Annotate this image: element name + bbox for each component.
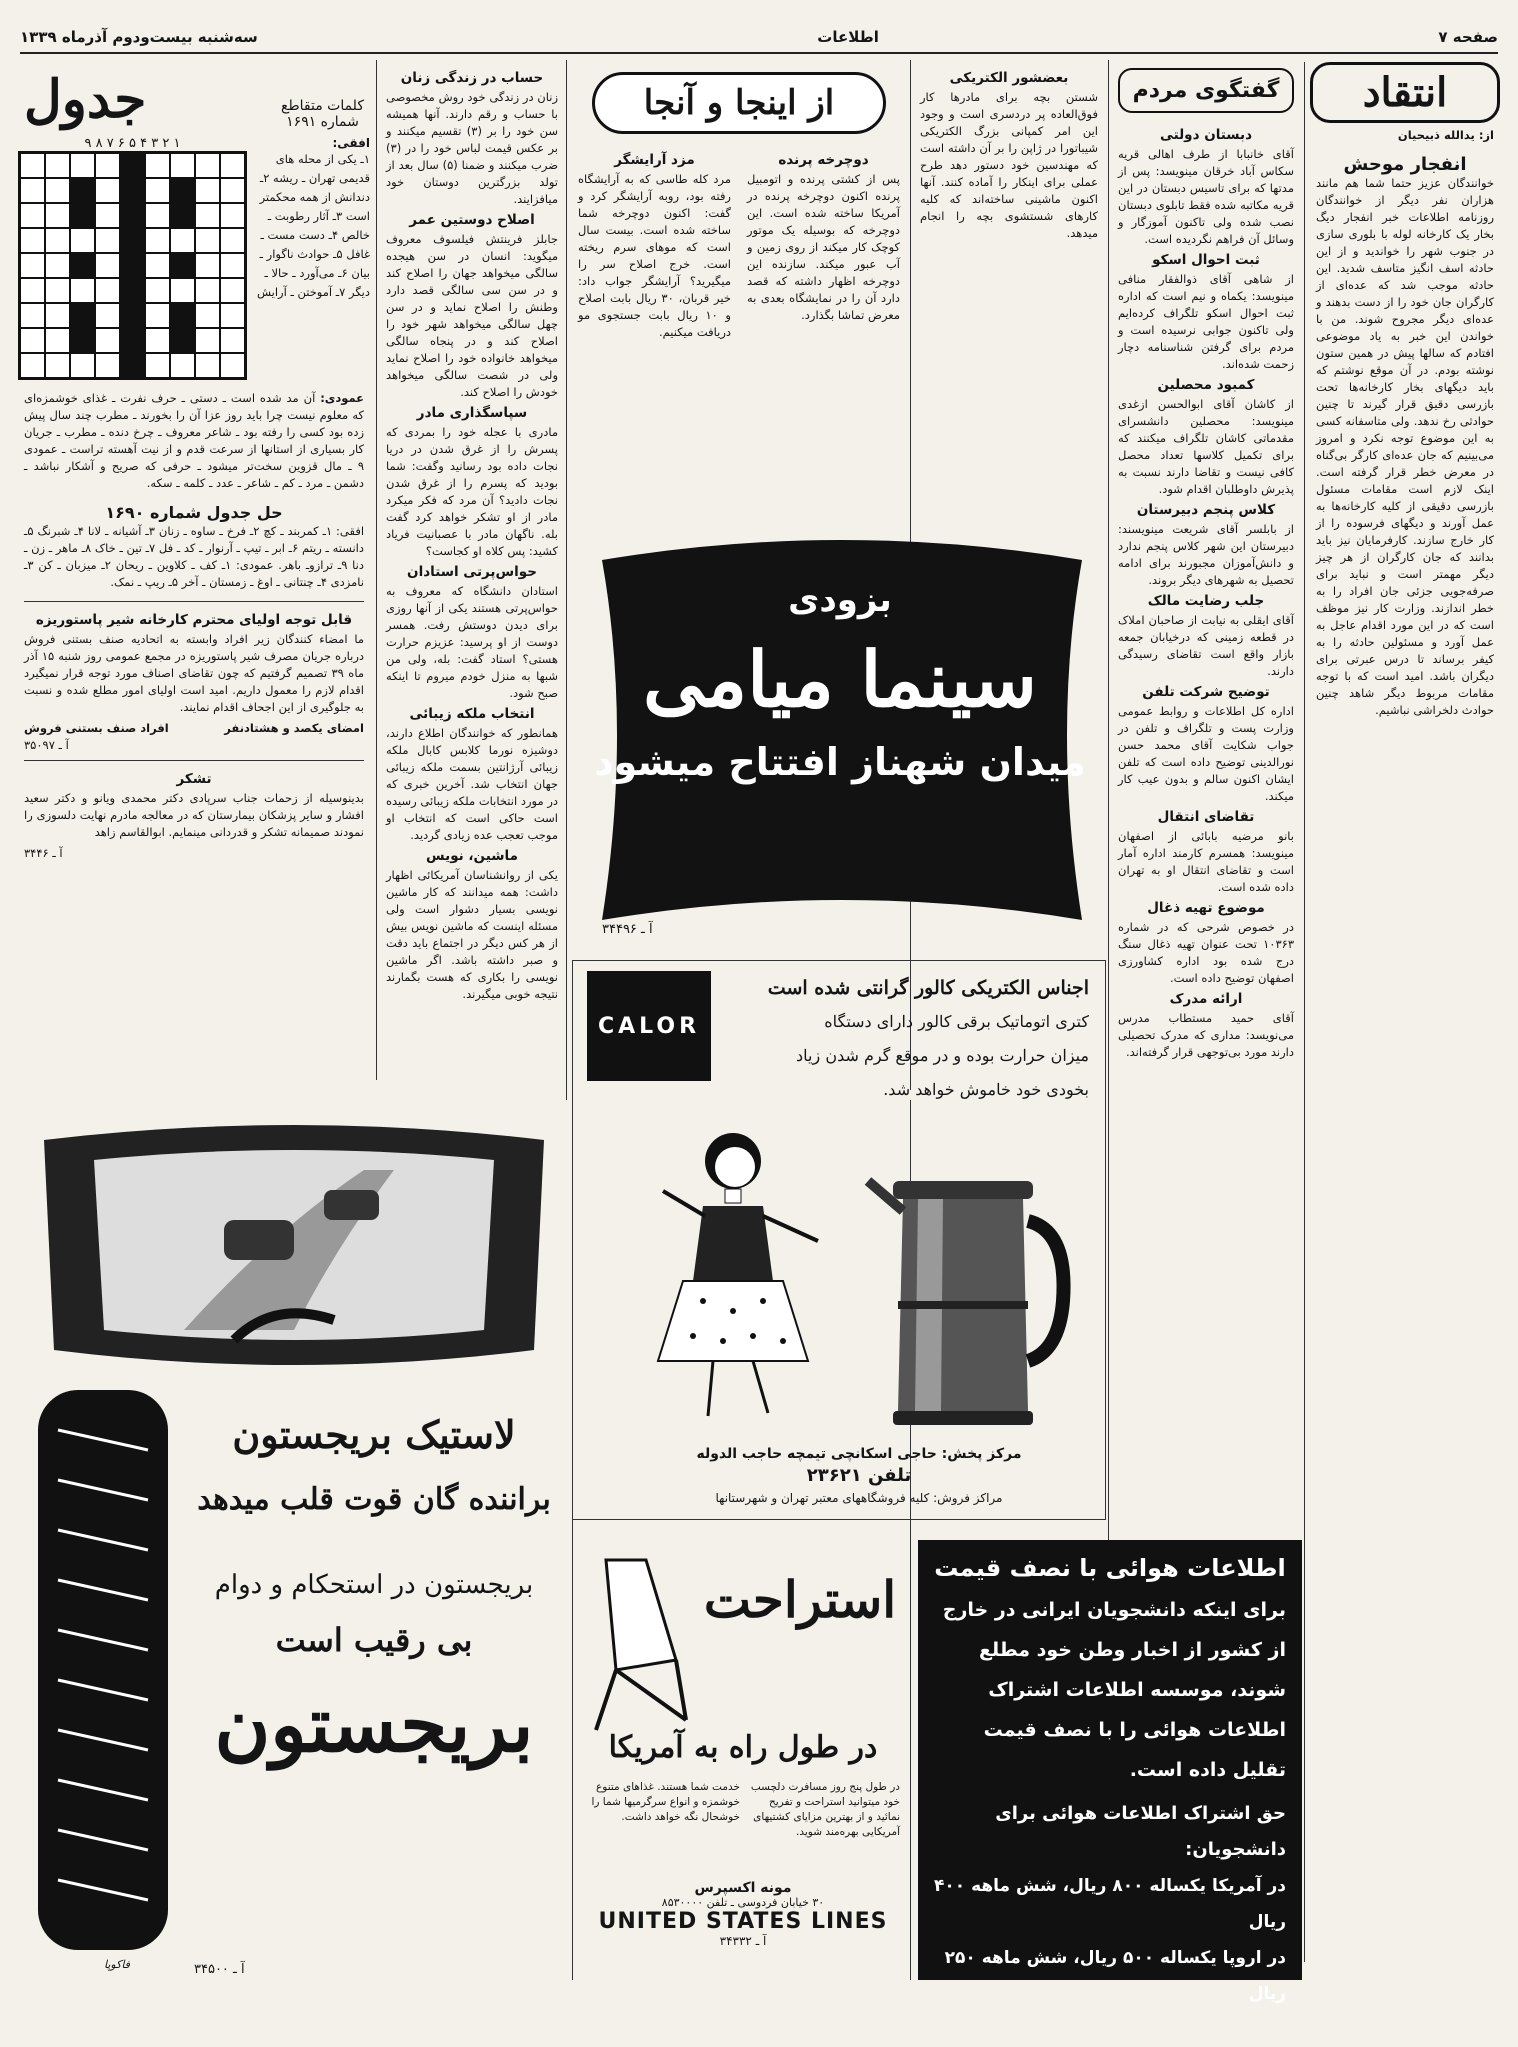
crossword-cell[interactable] <box>145 303 170 328</box>
crossword-cell[interactable] <box>45 153 70 178</box>
life-section-title: انتخاب ملکه زیبائی <box>409 706 535 722</box>
talk-item-text: از بابلسر آقای شریعت مینویسند: دبیرستان این شهر کلاس پنجم ندارد و دانش‌آموزان مجبورند برای ادامه تحصیل به شهرهای دیگر بروند. <box>1118 522 1294 587</box>
airmail-rate-1: در آمریکا یکساله ۸۰۰ ریال، شش ماهه ۴۰۰ ریال <box>934 1876 1286 1932</box>
crossword-cell[interactable] <box>220 328 245 353</box>
usl-heading <box>700 1560 900 1640</box>
life-section-title: حواس‌پرتی استادان <box>407 564 537 580</box>
union-signed: امضای یکصد و هشتادنفر <box>224 721 364 735</box>
page-header <box>20 22 1498 54</box>
deck-chair-icon <box>586 1540 696 1740</box>
bridgestone-ad <box>14 1100 568 2000</box>
crossword-cell[interactable] <box>45 228 70 253</box>
talk-item-text: اداره کل اطلاعات و روابط عمومی وزارت پست و تلگراف و تلفن در جواب شکایت آقای محمد حسن نورالدینی توضیح داده است که تلفن ایشان اکنون سالم و بدون عیب کار میکند. <box>1118 704 1294 803</box>
calor-copy <box>719 971 1089 1107</box>
people-talk-column <box>1112 62 1300 1172</box>
talk-item-text: آقای خانبابا از طرف اهالی قریه سکاس آباد خرقان مینویسد: پس از مدتها که برای تاسیس دبستان در این قریه مکاتبه شده فقط تابلوی دبستان نصب شده ولی تاکنون آموزگار و وسائل آن فراهم نگردیده است. <box>1118 147 1294 246</box>
issue-date: سه‌شنبه بیست‌ودوم آذرماه ۱۳۳۹ <box>20 28 258 46</box>
crossword-cell[interactable] <box>195 178 220 203</box>
column-numbers: ۹ ۸ ۷ ۶ ۵ ۴ ۳ ۲ ۱ <box>84 136 181 151</box>
crossword-cell[interactable] <box>20 253 45 278</box>
crossword-black-cell <box>70 328 95 353</box>
life-section-text: استادان دانشگاه که معروف به حواس‌پرتی هستند یکی از آنها روزی برای دیدن دوستش رفت. همسر دوست از او پرسید: عزیزم حرارت هستی؟ استاد گفت: بله، ولی من شبها به منزل خودم میروم تا اینکه صبح شود. <box>386 584 558 700</box>
usl-text-1: در طول پنج روز مسافرت دلچسب خود میتوانید استراحت و تفریح نمائید و از بهترین مزایای کشتیهای آمریکایی بهره‌مند شوید. <box>750 1781 900 1838</box>
crossword-cell[interactable] <box>220 203 245 228</box>
life-section-title: ماشین، نویس <box>426 848 518 864</box>
usl-text-2: خدمت شما هستند. غذاهای متنوع خوشمزه و انواع سرگرمیها شما را خوشحال نگه خواهد داشت. <box>591 1781 740 1823</box>
usl-agent-block <box>580 1880 906 1948</box>
life-column <box>380 62 564 1072</box>
crossword-clues: ۱ـ یکی از محله های قدیمی تهران ـ ریشه ۲ـ دندانش از همه محکمتر است ۳ـ آثار رطوبت ـ خالص ۴ـ دست مست ـ غافل ۵ـ حوادث ناگوار ـ بیان ۶ـ می‌آورد ـ حالا ـ دیگر ۷ـ آموختن ـ آرایش <box>256 152 370 299</box>
union-signed-2: افراد صنف بستنی فروش <box>24 721 169 735</box>
crossword-black-cell <box>70 203 95 228</box>
crossword-cell[interactable] <box>220 353 245 378</box>
crossword-cell[interactable] <box>95 303 120 328</box>
crossword-cell[interactable] <box>70 228 95 253</box>
column-rule <box>1304 62 1305 1962</box>
usl-title: استراحت <box>703 1570 897 1629</box>
calor-stores: مراکز فروش: کلیه فروشگاههای معتبر تهران و شهرستانها <box>715 1491 1003 1505</box>
bridgestone-line-1: لاستیک بریجستون <box>232 1412 516 1457</box>
calor-line-3: میزان حرارت بوده و در موقع گرم شدن زیاد <box>796 1046 1089 1065</box>
usl-ad <box>580 1530 906 1980</box>
usl-brand: UNITED STATES LINES <box>598 1909 888 1934</box>
bridgestone-line-4: بی رقیب است <box>275 1621 473 1659</box>
here-there-block <box>572 62 906 582</box>
here-there-col2-text: پس از کشتی پرنده و اتومبیل پرنده اکنون دوچرخه پرنده در آمریکا ساخته شده است. این دوچرخه که بوسیله یک موتور کوچک کار میکند از روی زمین و آب عبور میکند. سازنده این دوچرخه اظهار داشته که قصد دارد آن را در نمایشگاه بعدی به معرض تماشا بگذارد. <box>747 172 900 322</box>
crossword-black-cell <box>120 253 145 278</box>
kettle-icon <box>863 1161 1073 1441</box>
crossword-cell[interactable] <box>45 278 70 303</box>
union-code: آ ـ ۳۵۰۹۷ <box>24 738 69 752</box>
crossword-cell[interactable] <box>195 278 220 303</box>
crossword-cell[interactable] <box>145 328 170 353</box>
crossword-cell[interactable] <box>220 228 245 253</box>
crossword-cell[interactable] <box>145 253 170 278</box>
talk-item-title: ثبت احوال اسکو <box>1152 252 1260 268</box>
crossword-cell[interactable] <box>45 303 70 328</box>
cinema-top: بزودی <box>788 580 892 620</box>
airmail-ad <box>918 1540 1302 2004</box>
thanks-text: بدینوسیله از زحمات جناب سرپادی دکتر محمدی ویانو و دکتر سعید افشار و سایر پزشکان بیمارستان که در معالجه مادرم نهایت دلسوزی را نمودند صمیمانه تشکر و قدردانی مینمایم. ابوالقاسم زاهد <box>24 791 364 839</box>
crossword-cell[interactable] <box>70 153 95 178</box>
calor-brand: CALOR <box>597 1013 701 1039</box>
solution-text: افقی: ۱ـ کمربند ـ کچ ۲ـ فرخ ـ ساوه ـ زنان ۳ـ آشیانه ـ لانا ۴ـ شبرنگ ۵ـ دانسته ـ ریتم ۶ـ ابر ـ تیپ ـ آرنوار ـ کد ـ فل ۷ـ تین ـ خاک ۸ـ ماهر ـ زن ـ دنا ۹ـ ترازوـ باهر. عمودی: ۱ـ کف ـ کلاوین ـ ریحان ۲ـ میزبان ـ کن ۳ـ نامزدی ۴ـ چنتانی ـ اوغ ـ زمستان ـ آخر ۵ـ ریپ ـ نمک. <box>24 524 365 589</box>
crossword-cell[interactable] <box>145 203 170 228</box>
crossword-cell[interactable] <box>220 303 245 328</box>
usl-text <box>586 1780 900 1840</box>
life-section-text: جابلز فرینتش فیلسوف معروف میگوید: انسان در سن هیجده سالگی میخواهد جهان را اصلاح کند و در سن سی سالگی قصد دارد وطنش را اصلاح نماید و در سن چهل سالگی میخواهد شهر خود را اصلاح کند و در پنجاه سالگی میخواهد خانواده خود را اصلاح نماید ولی در شصت سالگی میخواهد خودش را اصلاح کند. <box>386 232 558 399</box>
calor-headline: اجناس الکتریکی کالور گرانتی شده است <box>767 977 1089 999</box>
crossword-black-cell <box>70 303 95 328</box>
vertical-clues: آن مد شده است ـ دستی ـ حرف نفرت ـ غذای خوشمزه‌ای که معلوم نیست چرا باید روز عزا آن را بخورند ـ مطرب چند سال پیش زده بود کسی را رفته بود ـ شاعر معروف ـ چرخ دنده ـ مطرب ـ جریان کار بسیاری از استانها از سرعت قدم و از نیت آهسته تراست ـ عمودی ۹ ـ مال قزوین سخت‌تر میشود ـ حرفی که صریح و آشکار نباشد ـ دشمن ـ مرد ـ کم ـ شاعر ـ عدد ـ کلمه ـ سکه. <box>24 391 364 490</box>
bath-article <box>914 62 1104 282</box>
calor-line-4: بخودی خود خاموش خواهد شد. <box>883 1080 1089 1099</box>
crossword-cell[interactable] <box>45 253 70 278</box>
crossword-black-cell <box>120 303 145 328</box>
talk-item-text: در خصوص شرحی که در شماره ۱۰۳۶۳ تحت عنوان تهیه ذغال سنگ درج شده بود اداره کشاورزی اصفهان توضیح داده است. <box>1118 920 1294 985</box>
usl-code: آ ـ ۳۴۳۳۲ <box>719 1934 767 1948</box>
bridgestone-agent: فاکوپا <box>104 1958 130 1971</box>
crossword-cell[interactable] <box>20 328 45 353</box>
calor-line-2: کتری اتوماتیک برقی کالور دارای دستگاه <box>824 1012 1089 1031</box>
bath-text: شستن بچه برای مادرها کار فوق‌العاده پر دردسری است و وجود این امر کمپانی بزرگ الکتریکی شیباتورا در ژاپن را بر آن داشته است که مهندسین خود دستور دهد طرح عملی برای اینکار را آماده کنند. آنها اکنون ماشینی ساخته‌اند که کلیه کارهای شستشوی بچه را انجام میدهد. <box>920 90 1098 240</box>
crossword-cell[interactable] <box>145 278 170 303</box>
talk-item-title: کلاس پنجم دبیرستان <box>1136 502 1276 518</box>
bridgestone-copy <box>194 1400 554 1780</box>
crossword-black-cell <box>120 328 145 353</box>
crossword-cell[interactable] <box>220 153 245 178</box>
crossword-grid[interactable] <box>18 151 247 380</box>
crossword-cell[interactable] <box>95 278 120 303</box>
crossword-cell[interactable] <box>95 178 120 203</box>
bridgestone-line-2: براننده گان قوت قلب میدهد <box>197 1482 551 1517</box>
crossword-cell[interactable] <box>145 153 170 178</box>
life-section-text: زنان در زندگی خود روش مخصوصی با حساب و رقم دارند. آنها همیشه سن خود را بر (۳) تقسیم میکنند و بر عکس قیمت لباس خود را در (۳) ضرب میکنند و ضمنا (۵) سال بعد از تولد بزرگترین دوستان خود میافزایند. <box>386 90 558 206</box>
usl-subtitle: در طول راه به آمریکا <box>608 1730 878 1765</box>
crossword-cell[interactable] <box>145 178 170 203</box>
here-there-col1-text: مرد کله طاسی که به آرایشگاه رفته بود، روبه آرایشگر کرد و گفت: اکنون دوچرخه شما ساخته شده است. بیست سال است که موهای سرم ریخته است. خرج اصلاح سر را میگیرید؟ آرایشگر جواب داد: خیر قربان، ۳۰ ریال بابت اصلاح و ۱۰ ریال بابت جستجوی مو دریافت میکنیم. <box>578 172 731 339</box>
crossword-cell[interactable] <box>170 228 195 253</box>
here-there-col1-title: مزد آرایشگر <box>614 152 695 168</box>
crossword-cell[interactable] <box>145 228 170 253</box>
airmail-text-1: برای اینکه دانشجویان ایرانی در خارج از کشور از اخبار وطن خود مطلع شوند، موسسه اطلاعات اشتراک اطلاعات هوائی را با نصف قیمت تقلیل داده است. <box>942 1599 1286 1781</box>
crossword-cell[interactable] <box>145 353 170 378</box>
talk-item-text: آقای ایقلی به نیابت از صاحبان املاک در قطعه زمینی که درخیابان جمعه بازار واقع است تقاضای رسیدگی دارند. <box>1118 613 1294 678</box>
crossword-black-cell <box>120 278 145 303</box>
crossword-black-cell <box>170 303 195 328</box>
crossword-cell[interactable] <box>45 353 70 378</box>
cinema-text <box>582 580 1098 784</box>
crossword-black-cell <box>120 353 145 378</box>
crossword-black-cell <box>120 153 145 178</box>
thanks-title: تشکر <box>176 771 212 787</box>
crossword-black-cell <box>70 178 95 203</box>
talk-item-title: توضیح شرکت تلفن <box>1142 684 1270 700</box>
union-notice-title: قابل توجه اولیای محترم کارخانه شیر پاستوریزه <box>35 612 353 628</box>
thanks-code: آ ـ ۳۴۴۶ <box>24 846 63 860</box>
crossword-cell[interactable] <box>195 328 220 353</box>
across-label: افقی: <box>332 136 370 150</box>
life-section-text: همانطور که خوانندگان اطلاع دارند، دوشیزه نورما کلابس کابال ملکه زیبائی آرژانتین بسمت ملکه زیبائی جهان انتخاب شد. آخرین خبری که در مورد انتخابات ملکه زیبائی رسیده است حاکی است که انتخاب او موجب تعجب عده زیادی گردید. <box>386 726 558 842</box>
car-driving-illustration-icon <box>34 1110 554 1380</box>
crossword-cell[interactable] <box>20 178 45 203</box>
calor-logo <box>587 971 711 1081</box>
crossword-black-cell <box>170 253 195 278</box>
crossword-cell[interactable] <box>195 303 220 328</box>
crossword-cell[interactable] <box>20 228 45 253</box>
airmail-title: اطلاعات هوائی با نصف قیمت <box>934 1554 1286 1582</box>
crossword-cell[interactable] <box>45 178 70 203</box>
crossword-cell[interactable] <box>20 353 45 378</box>
crossword-black-cell <box>170 203 195 228</box>
talk-item-text: از شاهی آقای ذوالفقار منافی مینویسد: یکماه و نیم است که اداره ثبت احوال اسکو تلگراف کرده‌ایم ولی تاکنون جوابی نرسیده است و مردم برای گرفتن شناسنامه دچار زحمت شده‌اند. <box>1118 272 1294 371</box>
crossword-black-cell <box>120 203 145 228</box>
crossword-cell[interactable] <box>95 328 120 353</box>
crossword-cell[interactable] <box>220 253 245 278</box>
usl-address: ۳۰ خیابان فردوسی ـ تلفن ۸۵۳۰۰۰۰ <box>661 1896 825 1909</box>
tire-icon <box>28 1390 178 1950</box>
crossword-cell[interactable] <box>20 203 45 228</box>
woman-illustration-icon <box>623 1101 823 1431</box>
talk-item-title: ارائه مدرک <box>1169 991 1243 1007</box>
crossword-cell[interactable] <box>95 228 120 253</box>
crossword-cell[interactable] <box>195 253 220 278</box>
calor-ad <box>572 960 1106 1520</box>
crossword-black-cell <box>170 178 195 203</box>
cinema-code: آ ـ ۳۴۴۹۶ <box>602 922 653 937</box>
crossword-cell[interactable] <box>95 203 120 228</box>
crossword-cell[interactable] <box>195 203 220 228</box>
talk-item-title: دبستان دولتی <box>1159 127 1253 143</box>
bridgestone-brand: بریجستون <box>214 1680 534 1769</box>
life-section-title: اصلاح دوستین عمر <box>409 212 535 228</box>
page-number: صفحه ۷ <box>1438 28 1498 46</box>
cinema-bottom: میدان شهناز افتتاح میشود <box>594 740 1086 784</box>
critique-column <box>1310 62 1500 1962</box>
crossword-cell[interactable] <box>195 153 220 178</box>
cinema-ad <box>582 520 1098 950</box>
crossword-black-cell <box>120 228 145 253</box>
crossword-cell[interactable] <box>45 328 70 353</box>
crossword-black-cell <box>70 253 95 278</box>
crossword-black-cell <box>170 328 195 353</box>
crossword-title: جدول <box>24 69 147 130</box>
airmail-rate-2: در اروپا یکساله ۵۰۰ ریال، شش ماهه ۲۵۰ ریال <box>944 1948 1286 2004</box>
crossword-cell[interactable] <box>70 353 95 378</box>
calor-footer <box>629 1443 1089 1509</box>
people-talk-items <box>1112 119 1300 1069</box>
crossword-cell[interactable] <box>45 203 70 228</box>
crossword-cell[interactable] <box>170 153 195 178</box>
crossword-cell[interactable] <box>195 353 220 378</box>
usl-agent: مونه اکسپرس <box>694 1880 792 1896</box>
crossword-cell[interactable] <box>95 253 120 278</box>
talk-item-title: جلب رضایت مالک <box>1147 593 1265 609</box>
vertical-label: عمودی: <box>320 391 365 405</box>
crossword-cell[interactable] <box>195 228 220 253</box>
crossword-cell[interactable] <box>20 278 45 303</box>
column-rule <box>566 60 567 1100</box>
union-notice-text: ما امضاء کنندگان زیر افراد وابسته به اتحادیه صنف بستنی فروش درباره جریان مصرف شیر پاستوریزه در مجمع عمومی روز شنبه ۱۵ آذر ماه ۳۹ تصمیم گرفتیم که چون تقاضای اصناف مورد توجه قرار نمیگیرد اقدام لازم را معمول داریم. امید است اولیای امور مطلع شده و نسبت به جلوگیری از این اجحاف اقدام نمایند. <box>24 632 364 714</box>
life-section-text: مادری با عجله خود را بمردی که پسرش را از غرق شدن در دریا نجات داده بود رسانید وگفت: شما بودید که پسرم را از غرق شدن نجات دادید؟ آن مرد که فکر میکرد مادر از او تشکر خواهد کرد گفت بله. ناگهان مادر با عصبانیت فریاد کشید: پس کلاه او کجاست؟ <box>386 425 558 558</box>
life-section-title: سپاسگذاری مادر <box>416 405 528 421</box>
airmail-text-2: حق اشتراک اطلاعات هوائی برای دانشجویان: <box>995 1803 1286 1860</box>
talk-item-title: موضوع تهیه ذغال <box>1147 900 1265 916</box>
people-talk-title: گفتگوی مردم <box>1118 68 1294 113</box>
crossword-cell[interactable] <box>170 353 195 378</box>
talk-item-title: کمبود محصلین <box>1157 377 1255 393</box>
talk-item-text: بانو مرضیه بابائی از اصفهان مینویسد: همسرم کارمند اداره آمار است و تقاضای انتقال او به تهران داده شده است. <box>1118 829 1294 894</box>
here-there-title: از اینجا و آنجا <box>643 83 835 123</box>
paper-name: اطلاعات <box>817 28 879 46</box>
column-rule <box>376 60 377 1080</box>
crossword-number: شماره ۱۶۹۱ <box>286 114 359 130</box>
crossword-cell[interactable] <box>170 278 195 303</box>
cinema-name: سینما میامی <box>643 635 1037 724</box>
crossword-subtitle: کلمات متقاطع <box>281 98 364 114</box>
talk-item-title: تقاضای انتقال <box>1157 809 1255 825</box>
crossword-cell[interactable] <box>220 278 245 303</box>
here-there-col2-title: دوچرخه پرنده <box>778 152 869 168</box>
talk-item-text: آقای حمید مستطاب مدرس می‌نویسد: مداری که مدرک تحصیلی دارند مورد بی‌توجهی قرار گرفته‌اند. <box>1118 1011 1294 1059</box>
crossword-column <box>18 70 370 1080</box>
solution-title: حل جدول شماره ۱۶۹۰ <box>105 503 283 522</box>
life-section-title: حساب در زندگی زنان <box>400 70 544 86</box>
crossword-cell[interactable] <box>95 153 120 178</box>
calor-center: مرکز پخش: حاجی اسکانچی تیمچه حاجب الدوله <box>696 1446 1022 1462</box>
bridgestone-code: آ ـ ۳۴۵۰۰ <box>194 1962 245 1977</box>
explosion-title: انفجار موحش <box>1343 154 1467 175</box>
crossword-cell[interactable] <box>70 278 95 303</box>
bath-title: بعضشور الکتریکی <box>949 70 1069 86</box>
explosion-text: خوانندگان عزیز حتما شما هم مانند هزاران نفر دیگر از خوانندگان روزنامه اطلاعات خبر انفجار دیگ بخار یک کارخانه لوله با بلوری سازی در جنوب شهر را خواندید و از این حادثه اسف انگیز متاسف شدید. این حادثه موجب شد که عده‌ای از کارگران جان خود را از دست بدهند و عده‌ای دیگر مجروح شوند. من با خواندن این خبر به یاد موضوعی افتادم که سالها پیش در همین ستون نوشته بودم. در آن موقع نوشتم که باید دیگهای بخار کارخانه‌ها تحت بازرسی دقیق قرار گیرند تا چنین حوادثی رخ ندهد. ولی متاسفانه کسی به این موضوع توجه نکرد و امروز می‌بینیم که جان عده‌ای کارگر بی‌گناه در معرض خطر قرار گرفته است. اینک لازم است مقامات مسئول بازرسی دقیقی از کلیه کارخانه‌ها به عمل آورند و دیگهای فرسوده را از کار خارج سازند. کارفرمایان نیز باید بدانند که جان کارگران از هر چیز دیگر مهمتر است و نباید برای صرفه‌جویی جزئی جان افراد را به خطر اندازند. وزارت کار نیز موظف است که در این مورد اقدام عاجل به عمل آورد و مسئولین حادثه را به کیفر برساند تا درس عبرتی برای دیگران باشد. امید است که با توجه مقامات مربوط دیگر شاهد چنین حوادث دلخراشی نباشیم. <box>1316 176 1494 717</box>
bridgestone-line-3: بریجستون در استحکام و دوام <box>214 1570 534 1600</box>
crossword-cell[interactable] <box>220 178 245 203</box>
crossword-cell[interactable] <box>95 353 120 378</box>
crossword-cell[interactable] <box>20 153 45 178</box>
crossword-black-cell <box>120 178 145 203</box>
critique-author: از: یدالله ذبیحیان <box>1397 128 1494 142</box>
talk-item-text: از کاشان آقای ابوالحسن ازغدی مینویسد: محصلین دانشسرای مقدماتی کاشان تلگراف میکنند که برای تکمیل کلاسها تعداد محصل کافی نیست و تقاضا دارند نسبت به پذیرش داوطلبان اقدام شود. <box>1118 397 1294 496</box>
life-section-text: یکی از روانشناسان آمریکائی اظهار داشت: همه میدانند که کار ماشین نویسی بسیار دشوار است ولی مسئله اینست که ماشین نویس بیش از هر کس دیگر در اجتماع باید دقت و صبر داشته باشد. اگر ماشین نویسی را بکاری که هست بگمارند نتیجه خوبی میگیرند. <box>386 868 558 1001</box>
crossword-cell[interactable] <box>20 303 45 328</box>
critique-title: انتقاد <box>1310 62 1500 123</box>
calor-phone: تلفن ۲۳۶۲۱ <box>806 1465 912 1486</box>
